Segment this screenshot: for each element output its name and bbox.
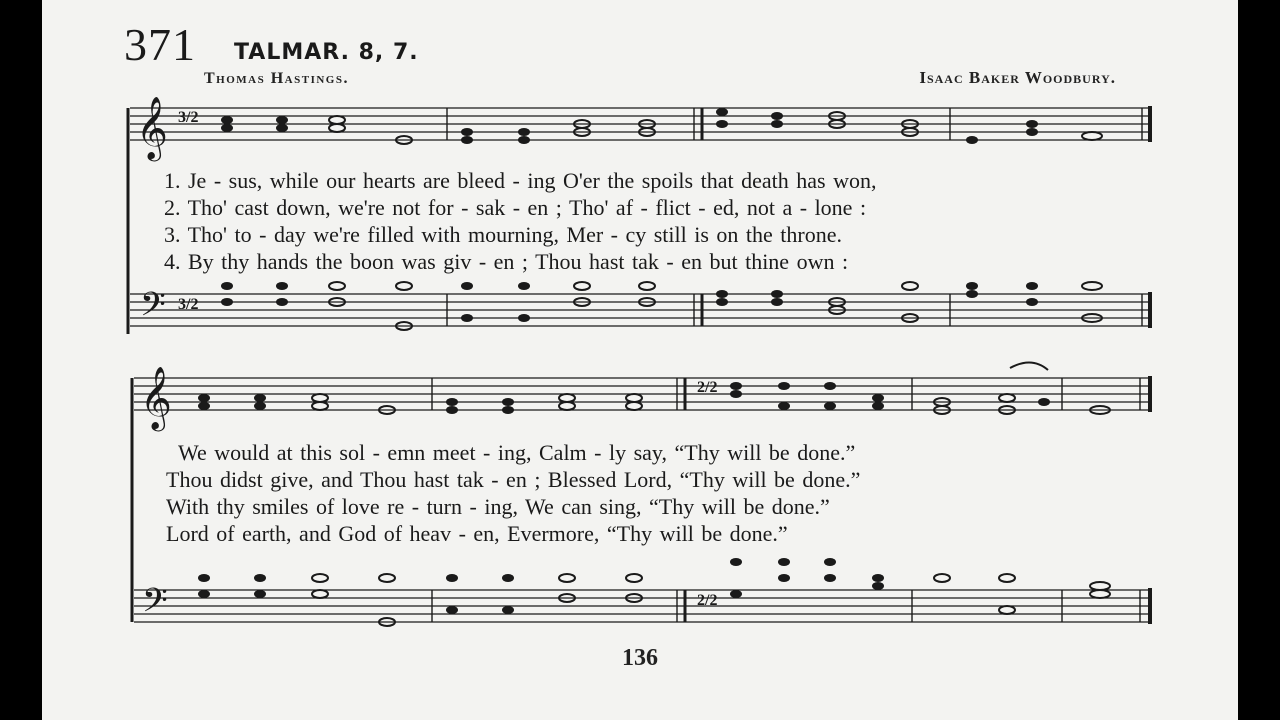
verse-3-line-2: With thy smiles of love re - turn - ing, We can sing, “Thy will be done.” bbox=[166, 494, 830, 519]
verse-4-line-2: Lord of earth, and God of heav - en, Evermore, “Thy will be done.” bbox=[166, 521, 788, 546]
tune-name: TALMAR. 8, 7. bbox=[234, 40, 419, 65]
treble-clef-icon: 𝄞 bbox=[136, 96, 168, 159]
hymn-number: 371 bbox=[124, 19, 196, 70]
bass-clef-icon: 𝄢 bbox=[140, 286, 166, 332]
treble-clef-icon: 𝄞 bbox=[140, 366, 172, 429]
verse-2-line-2: Thou didst give, and Thou hast tak - en ; Blessed Lord, “Thy will be done.” bbox=[166, 467, 861, 492]
treble-staff-2 bbox=[134, 378, 1152, 410]
svg-text:2/2: 2/2 bbox=[697, 592, 718, 609]
svg-text:2/2: 2/2 bbox=[697, 379, 718, 396]
slur-icon bbox=[1010, 362, 1048, 370]
bass-notes-system-1 bbox=[221, 282, 1102, 330]
verse-3-line: 3. Tho' to - day we're filled with mourning, Mer - cy still is on the throne. bbox=[164, 222, 843, 247]
treble-notes-system-2 bbox=[198, 382, 1110, 414]
verse-1-line: 1. Je - sus, while our hearts are bleed - ing O'er the spoils that death has won, bbox=[164, 168, 877, 193]
hymn-page bbox=[42, 0, 1238, 720]
bass-staff-2 bbox=[134, 590, 1152, 622]
treble-notes-system-1 bbox=[221, 108, 1102, 144]
bass-notes-system-2 bbox=[198, 558, 1110, 626]
svg-text:3/2: 3/2 bbox=[178, 296, 199, 313]
svg-text:3/2: 3/2 bbox=[178, 109, 199, 126]
page-number: 136 bbox=[622, 645, 658, 671]
bass-clef-icon: 𝄢 bbox=[142, 582, 168, 628]
composer-name: Isaac Baker Woodbury. bbox=[919, 68, 1116, 87]
lyricist-name: Thomas Hastings. bbox=[204, 70, 349, 87]
music-score bbox=[42, 0, 1238, 720]
verse-4-line: 4. By thy hands the boon was giv - en ; Thou hast tak - en but thine own : bbox=[164, 249, 849, 274]
verse-2-line: 2. Tho' cast down, we're not for - sak - en ; Tho' af - flict - ed, not a - lone : bbox=[164, 195, 867, 220]
verse-1-line-2: We would at this sol - emn meet - ing, Calm - ly say, “Thy will be done.” bbox=[178, 440, 856, 465]
